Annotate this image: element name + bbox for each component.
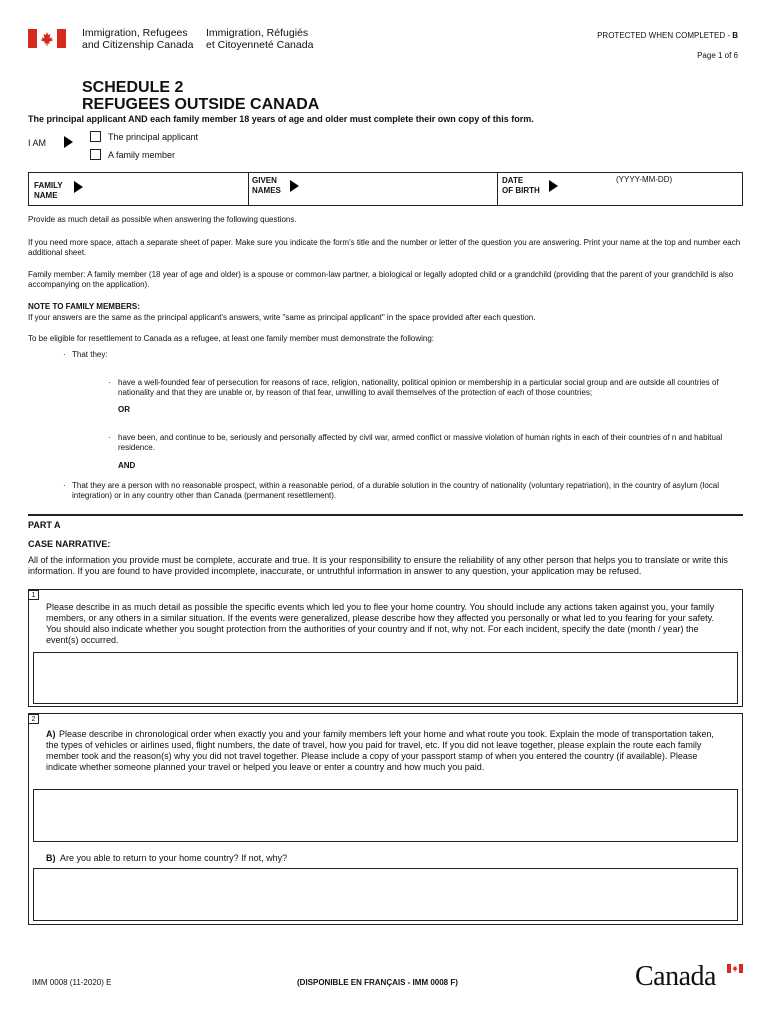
principal-applicant-checkbox[interactable] — [90, 131, 101, 142]
question-2b-label: B) — [46, 853, 56, 863]
question-2b-text: Are you able to return to your home country? If not, why? — [60, 853, 288, 863]
arrow-icon — [64, 136, 73, 148]
department-name-en — [82, 27, 194, 51]
bullet-dot: · — [63, 350, 66, 359]
given-names-line2: NAMES — [252, 186, 281, 195]
dob-line1: DATE — [502, 176, 524, 185]
note-heading: NOTE TO FAMILY MEMBERS: — [28, 302, 140, 311]
wordmark-flag-icon — [727, 964, 743, 973]
arrow-icon — [549, 180, 558, 192]
bullet-2: That they are a person with no reasonable prospect, within a reasonable period, of a durable solution in the country of nationality (voluntary repatriation), in the country of asylum (local integration) or in any country other than Canada (permanent resettlement). — [72, 481, 720, 500]
bullet-dot: · — [108, 433, 111, 442]
part-a-intro: All of the information you provide must be complete, accurate and true. It is your responsibility to ensure the reliability of any other person that helps you to translate or write this information. If you are found to have provided incomplete, inaccurate, or untruthful information in answer to any question, your application may be refused. — [28, 555, 728, 576]
question-2-number: 2 — [28, 714, 39, 724]
family-name-line2: NAME — [34, 191, 58, 200]
family-name-line1: FAMILY — [34, 181, 63, 190]
i-am-label: I AM — [28, 138, 47, 148]
canada-wordmark — [635, 960, 745, 994]
question-2b-answer[interactable] — [33, 868, 738, 921]
question-1-number: 1 — [28, 590, 39, 600]
case-narrative-heading: CASE NARRATIVE: — [28, 539, 111, 549]
page-number: Page 1 of 6 — [697, 51, 738, 60]
title-line2: REFUGEES OUTSIDE CANADA — [82, 96, 320, 113]
arrow-icon — [290, 180, 299, 192]
title-instruction: The principal applicant AND each family member 18 years of age and older must complete their own copy of this form. — [28, 114, 534, 124]
intro-p1: Provide as much detail as possible when answering the following questions. — [28, 215, 297, 224]
family-member-label: A family member — [108, 150, 176, 160]
and-separator: AND — [118, 461, 136, 470]
dept-en-line1: Immigration, Refugees — [82, 27, 188, 39]
note-text: If your answers are the same as the principal applicant's answers, write "same as principal applicant" in the space provided after each question. — [28, 313, 536, 322]
title-line1: SCHEDULE 2 — [82, 79, 184, 96]
canada-wordmark-text: Canada — [635, 961, 716, 992]
bullet-dot: · — [63, 481, 66, 490]
sub-bullet-2: have been, and continue to be, seriously and personally affected by civil war, armed conflict or massive violation of human rights in each of their countries of n and habitual residence. — [118, 433, 723, 452]
schedule-title — [82, 79, 319, 113]
question-1-answer[interactable] — [33, 652, 738, 704]
dept-fr-line1: Immigration, Réfugiés — [206, 27, 309, 39]
bullet-dot: · — [108, 378, 111, 387]
family-member-checkbox[interactable] — [90, 149, 101, 160]
french-availability: (DISPONIBLE EN FRANÇAIS - IMM 0008 F) — [297, 978, 458, 987]
family-name-input[interactable] — [88, 174, 244, 204]
dept-en-line2: and Citizenship Canada — [82, 39, 194, 51]
dob-line2: OF BIRTH — [502, 186, 540, 195]
protected-label: PROTECTED WHEN COMPLETED - — [597, 31, 733, 40]
question-2a-answer[interactable] — [33, 789, 738, 842]
intro-p3: Family member: A family member (18 year of age and older) is a spouse or common-law partner, a biological or legally adopted child or a grandchild (providing that the parent of your grandchild is also accompanying on the application). — [28, 270, 734, 289]
department-name-fr — [206, 27, 313, 51]
question-2a-label: A) — [46, 729, 56, 739]
form-identifier: IMM 0008 (11-2020) E — [32, 978, 112, 987]
part-a-heading: PART A — [28, 520, 61, 530]
given-names-label — [252, 176, 281, 196]
canada-flag-icon — [28, 29, 66, 48]
family-name-label — [34, 181, 63, 201]
dob-format: (YYYY-MM-DD) — [616, 175, 673, 184]
given-names-line1: GIVEN — [252, 176, 277, 185]
dob-input[interactable] — [566, 186, 740, 204]
part-a-divider — [28, 514, 743, 516]
arrow-icon — [74, 181, 83, 193]
eligibility-text: To be eligible for resettlement to Canada as a refugee, at least one family member must demonstrate the following: — [28, 334, 434, 343]
protected-level: B — [732, 31, 738, 40]
dob-label — [502, 176, 540, 196]
protected-notice — [597, 31, 738, 41]
bullet-that-they: That they: — [72, 350, 108, 359]
principal-applicant-label: The principal applicant — [108, 132, 199, 142]
or-separator: OR — [118, 405, 130, 414]
question-2a-text: Please describe in chronological order when exactly you and your family members left your home and what route you took. Explain the mode of transportation taken, the types of vehicles or airlines used, flight numbers, the date of travel, how you paid for travel, etc. If you did not leave together, please explain the route each family member took and the reason(s) why you did not travel together. Please include a copy of your passport stamp of when you entered the country (if available). Please indicate whether someone planned your travel or helped you leave or enter a country and how much you paid. — [46, 729, 714, 772]
given-names-input[interactable] — [304, 174, 494, 204]
intro-p2: If you need more space, attach a separate sheet of paper. Make sure you indicate the form's title and the number or letter of the question you are answering. Print your name at the top and number each additional sheet. — [28, 238, 741, 257]
dept-fr-line2: et Citoyenneté Canada — [206, 39, 314, 51]
question-1-text: Please describe in as much detail as possible the specific events which led you to flee your home country. You should include any actions taken against you, your family members, or any others in a similar situation. If the events were generalized, please describe how they affected you personally or what led to you fearing for your safety. You should also indicate whether you sought protection from the authorities of your country and if not, why not. For each incident, specify the date (month / year) the event(s) occurred. — [46, 602, 715, 645]
sub-bullet-1: have a well-founded fear of persecution for reasons of race, religion, nationality, political opinion or membership in a particular social group and are outside all countries of nationality and that they are unable or, by reason of that fear, unwilling to avail themselves of the protection of each of those countries; — [118, 378, 719, 397]
